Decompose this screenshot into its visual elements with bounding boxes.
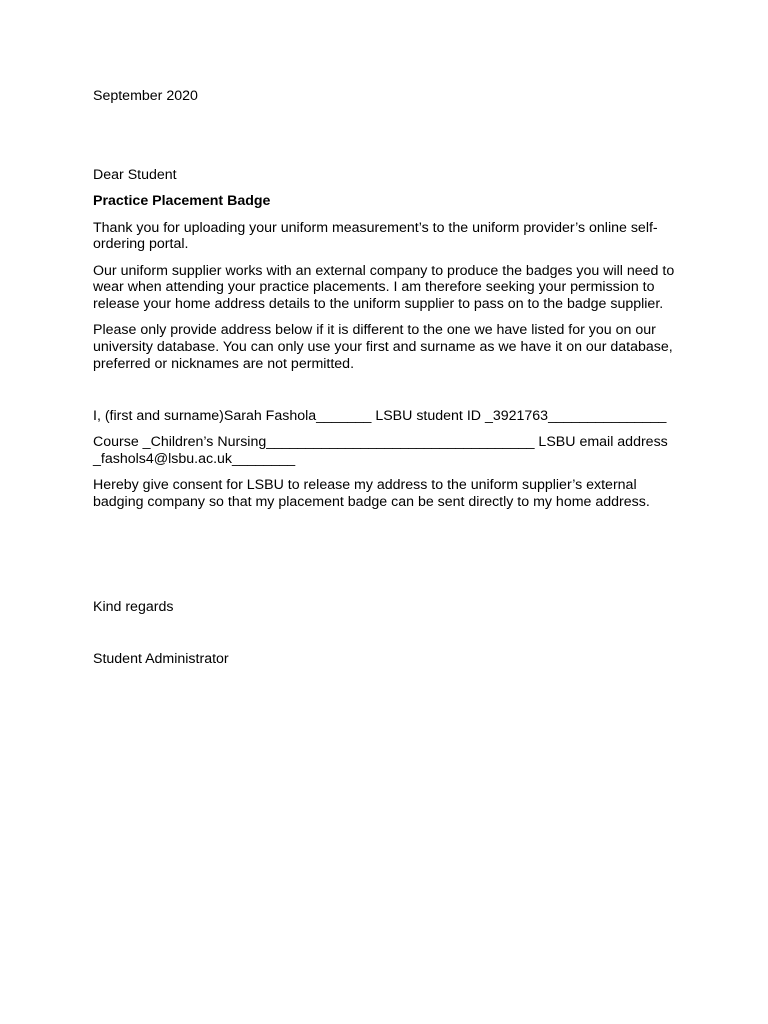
paragraph-2-line-1: Our uniform supplier works with an external company to produce the badges you will need to: [93, 263, 675, 279]
paragraph-2-line-2: wear when attending your practice placements. I am therefore seeking your permission to: [93, 279, 655, 295]
salutation: Dear Student: [93, 167, 177, 183]
letter-date: September 2020: [93, 88, 198, 104]
form-name-id-line: I, (first and surname)Sarah Fashola_______ LSBU student ID _3921763_______________: [93, 408, 667, 424]
form-course-email-line-1: Course _Children’s Nursing__________________________________ LSBU email address: [93, 434, 668, 450]
closing: Kind regards: [93, 599, 174, 615]
form-course-email-line-2: _fashols4@lsbu.ac.uk________: [93, 451, 296, 467]
signature: Student Administrator: [93, 651, 229, 667]
consent-line-2: badging company so that my placement badge can be sent directly to my home address.: [93, 494, 650, 510]
paragraph-3-line-3: preferred or nicknames are not permitted.: [93, 356, 355, 372]
paragraph-2-line-3: release your home address details to the uniform supplier to pass on to the badge supplier.: [93, 296, 664, 312]
paragraph-3-line-1: Please only provide address below if it is different to the one we have listed for you on our: [93, 322, 656, 338]
letter-heading: Practice Placement Badge: [93, 193, 271, 209]
paragraph-1-line-2: ordering portal.: [93, 236, 189, 252]
paragraph-1-line-1: Thank you for uploading your uniform measurement’s to the uniform provider’s online self-: [93, 220, 658, 236]
paragraph-3-line-2: university database. You can only use your first and surname as we have it on our database,: [93, 339, 673, 355]
consent-line-1: Hereby give consent for LSBU to release my address to the uniform supplier’s external: [93, 477, 637, 493]
letter-page: [93, 0, 693, 1024]
